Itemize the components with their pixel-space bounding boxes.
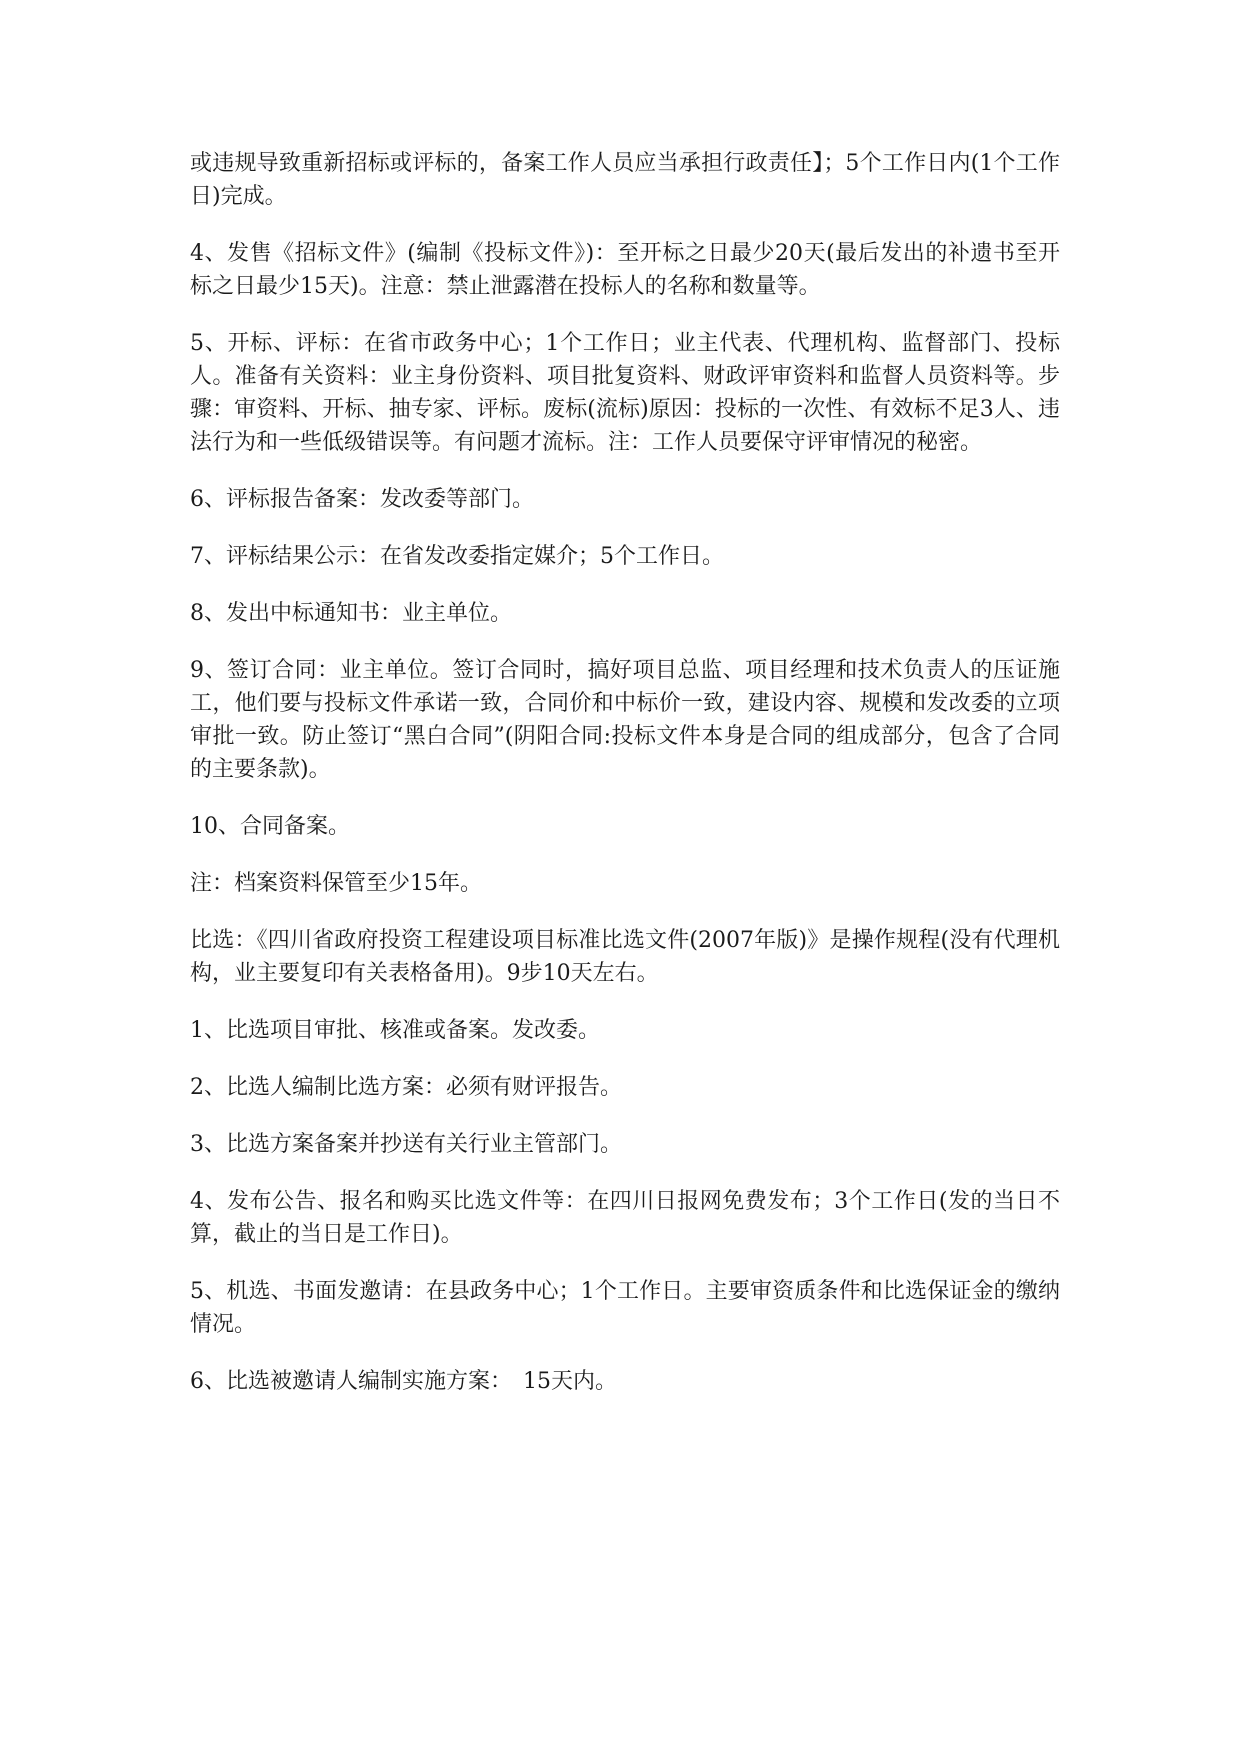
paragraph-comparison-step-5: 5、机选、书面发邀请：在县政务中心；1个工作日。主要审资质条件和比选保证金的缴纳情况。 <box>190 1279 1060 1337</box>
paragraph-step-8-award-notice: 8、发出中标通知书：业主单位。 <box>190 601 512 626</box>
paragraph-note-archive: 注：档案资料保管至少15年。 <box>190 871 482 896</box>
paragraph-step-9-contract: 9、签订合同：业主单位。签订合同时，搞好项目总监、项目经理和技术负责人的压证施工，他们要与投标文件承诺一致，合同价和中标价一致，建设内容、规模和发改委的立项审批一致。防止签订“黑白合同”(阴阳合同:投标文件本身是合同的组成部分，包含了合同的主要条款)。 <box>190 658 1060 782</box>
paragraph-comparison-step-1: 1、比选项目审批、核准或备案。发改委。 <box>190 1018 600 1043</box>
document-body <box>190 147 1060 1422</box>
paragraph-comparison-step-3: 3、比选方案备案并抄送有关行业主管部门。 <box>190 1132 622 1157</box>
paragraph-step-7-result-publicity: 7、评标结果公示：在省发改委指定媒介；5个工作日。 <box>190 544 724 569</box>
paragraph-step-10-contract-filing: 10、合同备案。 <box>190 814 350 839</box>
paragraph-comparison-step-2: 2、比选人编制比选方案：必须有财评报告。 <box>190 1075 622 1100</box>
paragraph-continuation: 或违规导致重新招标或评标的，备案工作人员应当承担行政责任】；5个工作日内(1个工作日)完成。 <box>190 151 1060 209</box>
paragraph-comparison-step-4: 4、发布公告、报名和购买比选文件等：在四川日报网免费发布；3个工作日(发的当日不算，截止的当日是工作日)。 <box>190 1189 1060 1247</box>
paragraph-comparison-intro: 比选：《四川省政府投资工程建设项目标准比选文件(2007年版)》是操作规程(没有代理机构，业主要复印有关表格备用)。9步10天左右。 <box>190 928 1060 986</box>
paragraph-step-5-bid-opening: 5、开标、评标：在省市政务中心；1个工作日；业主代表、代理机构、监督部门、投标人。准备有关资料：业主身份资料、项目批复资料、财政评审资料和监督人员资料等。步骤：审资料、开标、抽专家、评标。废标(流标)原因：投标的一次性、有效标不足3人、违法行为和一些低级错误等。有问题才流标。注：工作人员要保守评审情况的秘密。 <box>190 331 1060 455</box>
paragraph-step-4-tender-docs: 4、发售《招标文件》(编制《投标文件》)：至开标之日最少20天(最后发出的补遗书至开标之日最少15天)。注意：禁止泄露潜在投标人的名称和数量等。 <box>190 241 1060 299</box>
paragraph-step-6-report-filing: 6、评标报告备案：发改委等部门。 <box>190 487 534 512</box>
paragraph-comparison-step-6: 6、比选被邀请人编制实施方案： 15天内。 <box>190 1369 617 1394</box>
